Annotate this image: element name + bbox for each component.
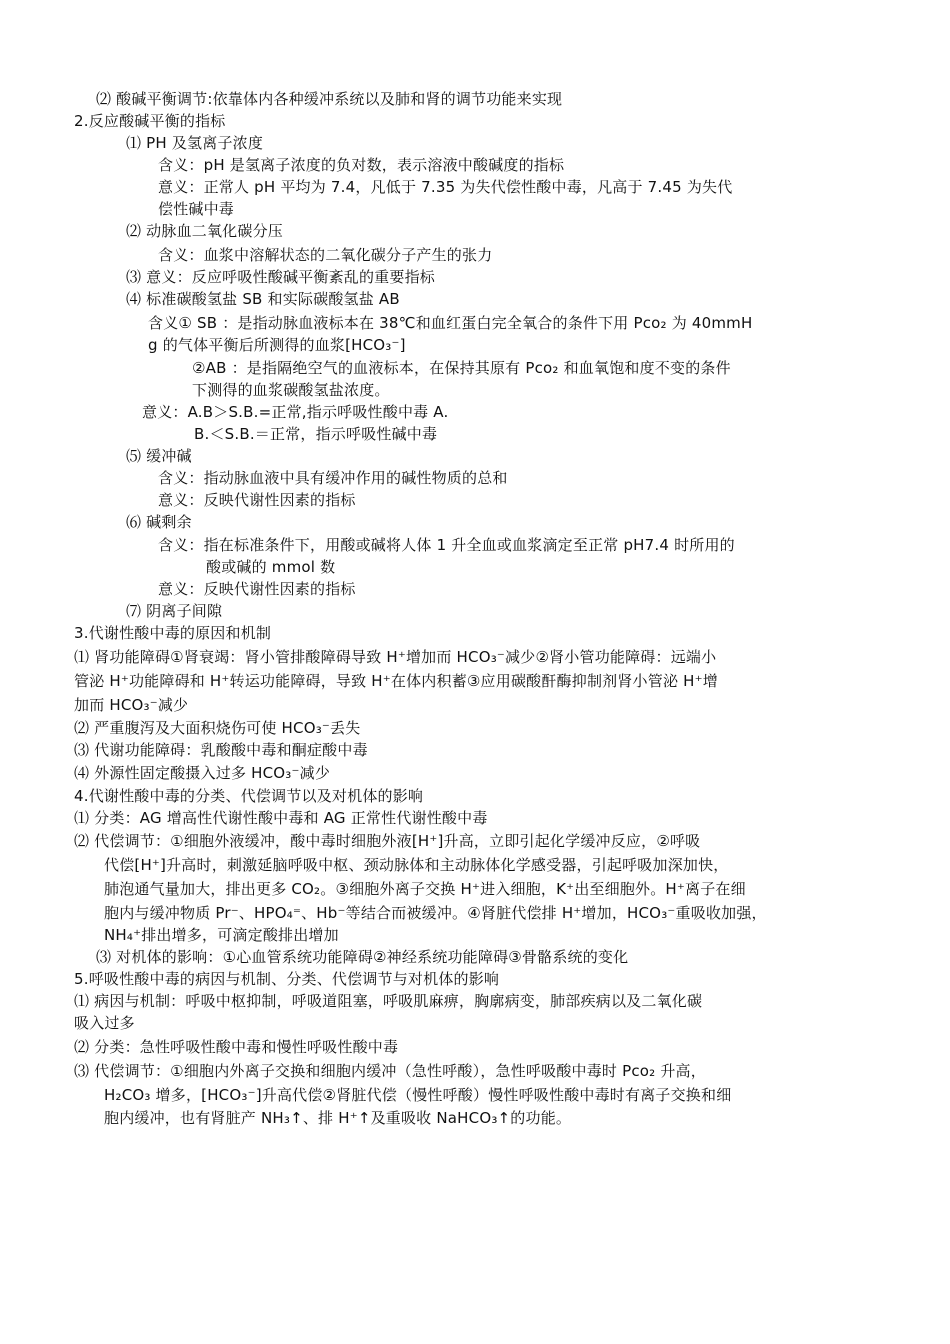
section-heading: 4.代谢性酸中毒的分类、代偿调节以及对机体的影响 (74, 787, 424, 805)
text-line: 胞内与缓冲物质 Pr⁻、HPO₄⁼、Hb⁻等结合而被缓冲。④肾脏代偿排 H⁺增加，HCO₃⁻重吸收加强， (104, 904, 767, 922)
text-line: ⑵ 分类：急性呼吸性酸中毒和慢性呼吸性酸中毒 (74, 1038, 399, 1056)
section-heading: 5.呼吸性酸中毒的病因与机制、分类、代偿调节与对机体的影响 (74, 970, 500, 988)
text-line: 加而 HCO₃⁻减少 (74, 696, 189, 714)
section-heading: 2.反应酸碱平衡的指标 (74, 112, 226, 130)
text-line: H₂CO₃ 增多，[HCO₃⁻]升高代偿②肾脏代偿（慢性呼酸）慢性呼吸性酸中毒时有离子交换和细 (104, 1086, 732, 1104)
text-line: ⑵ 严重腹泻及大面积烧伤可使 HCO₃⁻丢失 (74, 719, 361, 737)
text-line: 意义：反映代谢性因素的指标 (158, 580, 356, 598)
text-line: ⑶ 对机体的影响：①心血管系统功能障碍②神经系统功能障碍③骨骼系统的变化 (96, 948, 629, 966)
subsection-heading: ⑹ 碱剩余 (126, 513, 192, 531)
text-line: 代偿[H⁺]升高时，刺激延脑呼吸中枢、颈动脉体和主动脉体化学感受器，引起呼吸加深加快， (104, 856, 729, 874)
subsection-heading: ⑷ 标准碳酸氢盐 SB 和实际碳酸氢盐 AB (126, 290, 400, 308)
text-line: 偿性碱中毒 (158, 200, 235, 218)
section-heading: 3.代谢性酸中毒的原因和机制 (74, 624, 272, 642)
text-line: ⑷ 外源性固定酸摄入过多 HCO₃⁻减少 (74, 764, 331, 782)
text-line: 酸或碱的 mmol 数 (206, 558, 336, 576)
text-line: 含义：指动脉血液中具有缓冲作用的碱性物质的总和 (158, 469, 508, 487)
text-line: 胞内缓冲，也有肾脏产 NH₃↑、排 H⁺↑及重吸收 NaHCO₃↑的功能。 (104, 1109, 572, 1127)
text-line: 含义：指在标准条件下，用酸或碱将人体 1 升全血或血浆滴定至正常 pH7.4 时所用的 (158, 536, 735, 554)
text-line: 含义：pH 是氢离子浓度的负对数，表示溶液中酸碱度的指标 (158, 156, 565, 174)
text-line: NH₄⁺排出增多，可滴定酸排出增加 (104, 926, 339, 944)
text-line: ⑴ 肾功能障碍①肾衰竭：肾小管排酸障碍导致 H⁺增加而 HCO₃⁻减少②肾小管功能障碍：远端小 (74, 648, 717, 666)
text-line: ⑵ 酸碱平衡调节:依靠体内各种缓冲系统以及肺和肾的调节功能来实现 (96, 90, 563, 108)
text-line: 肺泡通气量加大，排出更多 CO₂。③细胞外离子交换 H⁺进入细胞，K⁺出至细胞外。H⁺离子在细 (104, 880, 746, 898)
text-line: 意义：正常人 pH 平均为 7.4，凡低于 7.35 为失代偿性酸中毒，凡高于 7.45 为失代 (158, 178, 733, 196)
text-line: 吸入过多 (74, 1014, 135, 1032)
text-line: 含义① SB ：是指动脉血液标本在 38℃和血红蛋白完全氧合的条件下用 Pco₂ 为 40mmH (148, 314, 753, 332)
text-line: g 的气体平衡后所测得的血浆[HCO₃⁻] (148, 336, 406, 354)
text-line: ⑶ 意义：反应呼吸性酸碱平衡紊乱的重要指标 (126, 268, 435, 286)
subsection-heading: ⑵ 动脉血二氧化碳分压 (126, 222, 283, 240)
text-line: ⑶ 代偿调节：①细胞内外离子交换和细胞内缓冲（急性呼酸），急性呼吸酸中毒时 Pco₂ 升高， (74, 1062, 706, 1080)
text-line: 含义：血浆中溶解状态的二氧化碳分子产生的张力 (158, 246, 493, 264)
text-line: ⑶ 代谢功能障碍：乳酸酸中毒和酮症酸中毒 (74, 741, 368, 759)
text-line: 意义：A.B＞S.B.=正常,指示呼吸性酸中毒 A. (142, 403, 449, 421)
text-line: B.＜S.B.＝正常，指示呼吸性碱中毒 (194, 425, 438, 443)
text-line: ⑵ 代偿调节：①细胞外液缓冲，酸中毒时细胞外液[H⁺]升高，立即引起化学缓冲反应，②呼吸 (74, 832, 701, 850)
text-line: 下测得的血浆碳酸氢盐浓度。 (192, 381, 390, 399)
subsection-heading: ⑴ PH 及氢离子浓度 (126, 134, 264, 152)
text-line: ⑴ 病因与机制：呼吸中枢抑制，呼吸道阻塞，呼吸肌麻痹，胸廓病变，肺部疾病以及二氧化碳 (74, 992, 703, 1010)
subsection-heading: ⑺ 阴离子间隙 (126, 602, 223, 620)
text-line: ⑴ 分类：AG 增高性代谢性酸中毒和 AG 正常性代谢性酸中毒 (74, 809, 488, 827)
text-line: ②AB ：是指隔绝空气的血液标本，在保持其原有 Pco₂ 和血氧饱和度不变的条件 (192, 359, 731, 377)
subsection-heading: ⑸ 缓冲碱 (126, 447, 192, 465)
text-line: 管泌 H⁺功能障碍和 H⁺转运功能障碍，导致 H⁺在体内积蓄③应用碳酸酐酶抑制剂肾小管泌 H⁺增 (74, 672, 718, 690)
text-line: 意义：反映代谢性因素的指标 (158, 491, 356, 509)
